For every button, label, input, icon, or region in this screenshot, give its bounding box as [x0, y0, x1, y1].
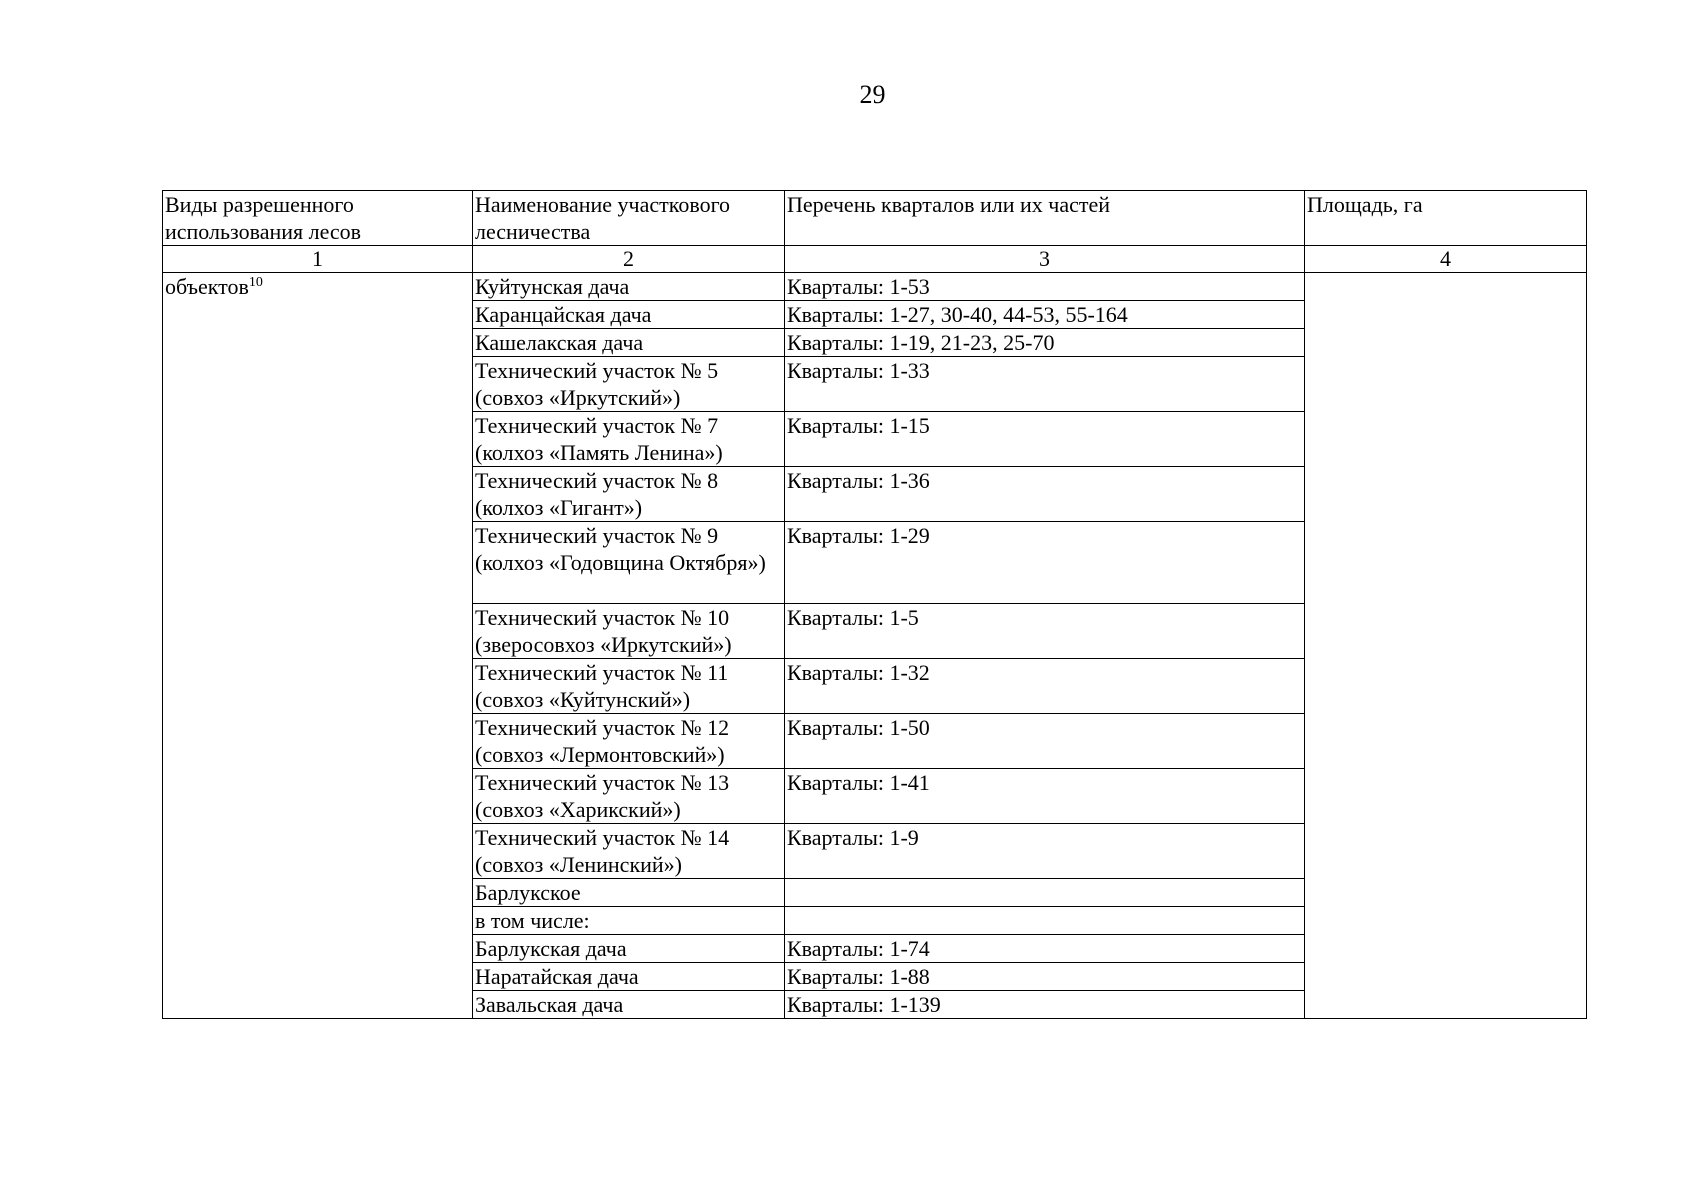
header-forestry-name: Наименование участкового лесничества — [473, 191, 785, 246]
forestry-name-cell: Технический участок № 9 (колхоз «Годовщина Октября») — [473, 522, 785, 604]
forestry-name-cell: Куйтунская дача — [473, 273, 785, 301]
header-area: Площадь, га — [1305, 191, 1587, 246]
quarters-cell: Кварталы: 1-5 — [785, 604, 1305, 659]
header-quarters-list: Перечень кварталов или их частей — [785, 191, 1305, 246]
forestry-name-cell: Каранцайская дача — [473, 301, 785, 329]
quarters-cell: Кварталы: 1-50 — [785, 714, 1305, 769]
forestry-name-cell: Технический участок № 5 (совхоз «Иркутский») — [473, 357, 785, 412]
forestry-name-cell: Технический участок № 8 (колхоз «Гигант») — [473, 467, 785, 522]
forestry-name-cell: Технический участок № 10 (зверосовхоз «Иркутский») — [473, 604, 785, 659]
quarters-cell: Кварталы: 1-32 — [785, 659, 1305, 714]
forestry-name-cell: Завальская дача — [473, 991, 785, 1019]
quarters-cell: Кварталы: 1-15 — [785, 412, 1305, 467]
area-cell — [1305, 273, 1587, 1019]
quarters-cell: Кварталы: 1-139 — [785, 991, 1305, 1019]
column-number-row — [163, 246, 1587, 273]
column-number-4: 4 — [1305, 246, 1587, 273]
forestry-name-cell: Кашелакская дача — [473, 329, 785, 357]
quarters-cell: Кварталы: 1-41 — [785, 769, 1305, 824]
quarters-cell: Кварталы: 1-33 — [785, 357, 1305, 412]
quarters-cell: Кварталы: 1-53 — [785, 273, 1305, 301]
quarters-cell: Кварталы: 1-74 — [785, 935, 1305, 963]
quarters-cell: Кварталы: 1-27, 30-40, 44-53, 55-164 — [785, 301, 1305, 329]
page-number: 29 — [859, 80, 886, 109]
forestry-name-cell: Технический участок № 13 (совхоз «Харикский») — [473, 769, 785, 824]
quarters-cell: Кварталы: 1-9 — [785, 824, 1305, 879]
quarters-cell — [785, 879, 1305, 907]
header-usage-type: Виды разрешенного использования лесов — [163, 191, 473, 246]
column-number-3: 3 — [785, 246, 1305, 273]
footnote-marker: 10 — [248, 275, 263, 290]
forestry-name-cell: Технический участок № 14 (совхоз «Ленинский») — [473, 824, 785, 879]
quarters-cell: Кварталы: 1-36 — [785, 467, 1305, 522]
forest-use-table — [162, 190, 1587, 1019]
forestry-name-cell: Технический участок № 12 (совхоз «Лермонтовский») — [473, 714, 785, 769]
forestry-name-cell: Наратайская дача — [473, 963, 785, 991]
forestry-name-cell: в том числе: — [473, 907, 785, 935]
header-row — [163, 191, 1587, 246]
quarters-cell — [785, 907, 1305, 935]
quarters-cell: Кварталы: 1-88 — [785, 963, 1305, 991]
column-number-1: 1 — [163, 246, 473, 273]
forestry-name-cell: Технический участок № 11 (совхоз «Куйтунский») — [473, 659, 785, 714]
quarters-cell: Кварталы: 1-19, 21-23, 25-70 — [785, 329, 1305, 357]
table-row — [163, 273, 1587, 301]
usage-type-cell — [163, 273, 473, 1019]
forestry-name-cell: Барлукское — [473, 879, 785, 907]
forestry-name-cell: Барлукская дача — [473, 935, 785, 963]
column-number-2: 2 — [473, 246, 785, 273]
usage-type-text: объектов — [165, 274, 249, 299]
quarters-cell: Кварталы: 1-29 — [785, 522, 1305, 604]
forestry-name-cell: Технический участок № 7 (колхоз «Память Ленина») — [473, 412, 785, 467]
